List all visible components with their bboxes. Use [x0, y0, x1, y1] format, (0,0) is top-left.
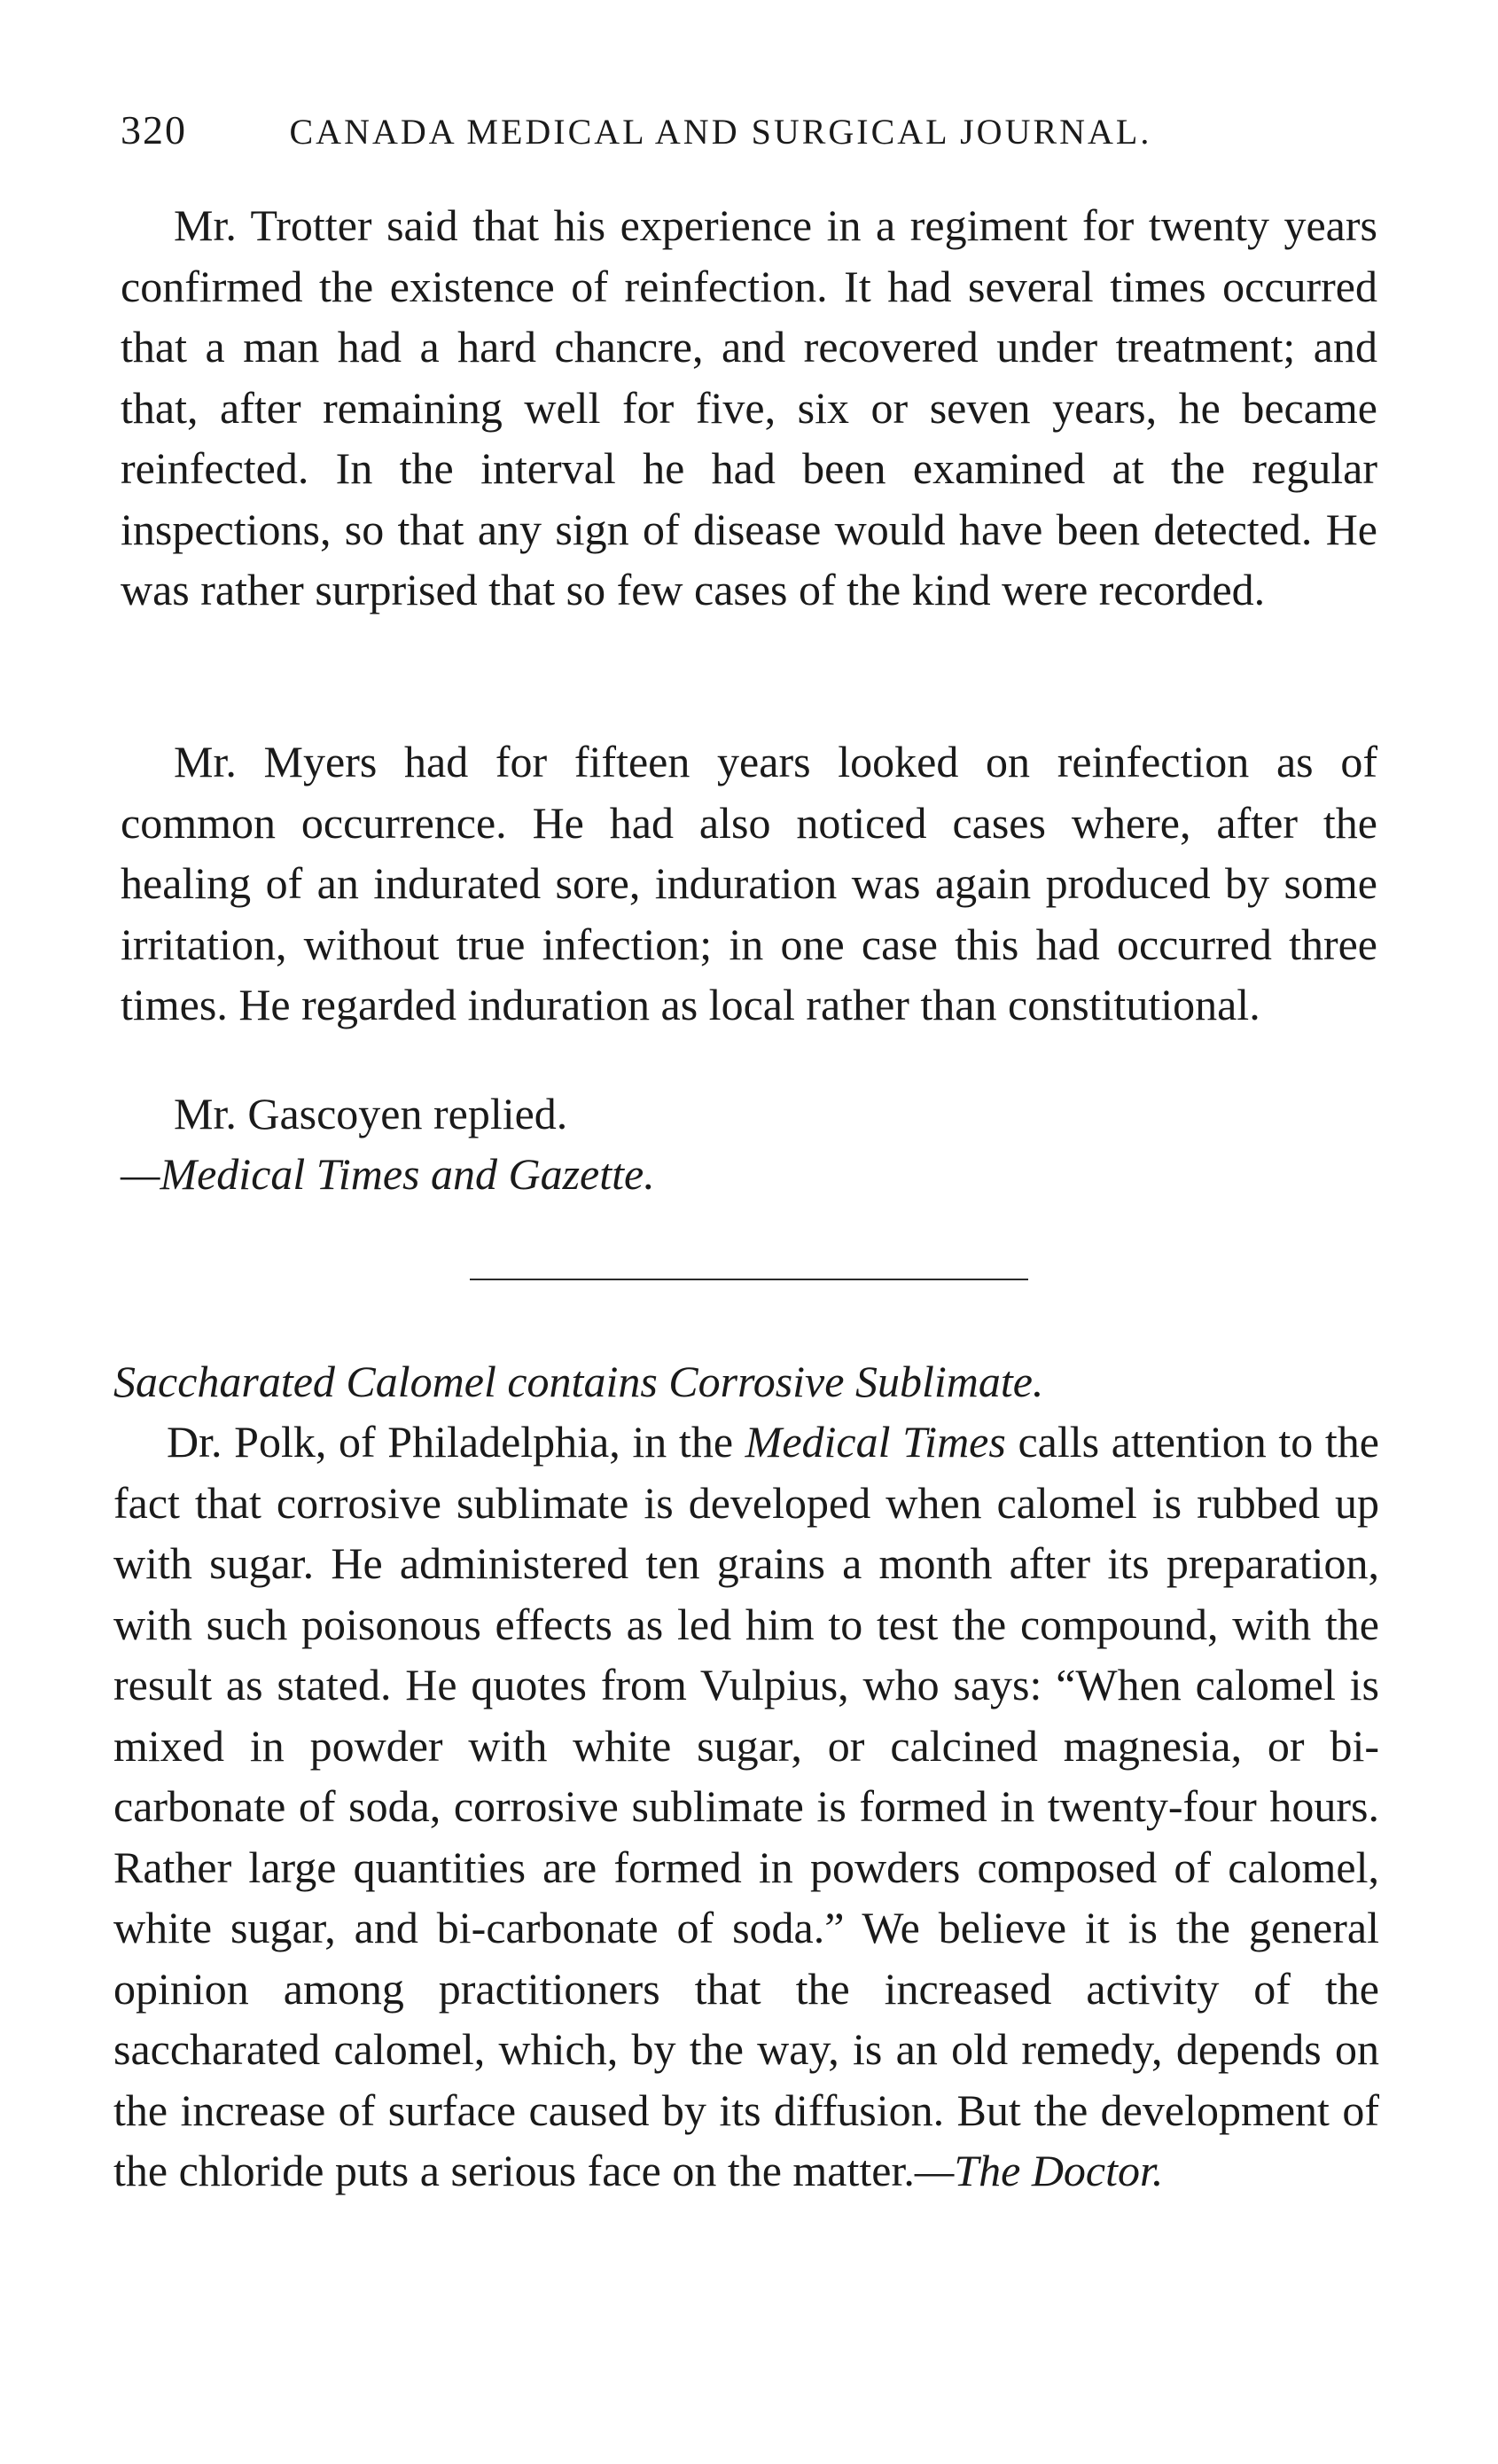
section-title: Saccharated Calomel contains Corrosive Sublimate.	[113, 1357, 1044, 1406]
paragraph-polk-italic: Medical Times	[745, 1417, 1006, 1467]
section-divider	[470, 1279, 1028, 1280]
source-citation-medical-times: —Medical Times and Gazette.	[121, 1149, 655, 1199]
source-citation-the-doctor: —The Doctor.	[914, 2146, 1164, 2195]
running-head	[121, 99, 1379, 161]
paragraph-polk	[113, 1412, 1379, 2202]
paragraph-polk-start: Dr. Polk, of Philadelphia, in the	[167, 1417, 745, 1467]
page-number: 320	[121, 107, 187, 153]
journal-title: CANADA MEDICAL AND SURGICAL JOURNAL.	[289, 112, 1152, 152]
paragraph-gascoyen: Mr. Gascoyen replied.	[174, 1089, 568, 1138]
paragraph-trotter: Mr. Trotter said that his experience in a regiment for twenty years confirmed the existence of reinfection. It had several times occurred that a man had a hard chancre, and recovered under treatment; and that, after remaining well for five, six or seven years, he became reinfected. In the interval he had been examined at the regular inspections, so that any sign of disease would have been detected. He was rather surprised that so few cases of the kind were recorded.	[121, 200, 1377, 614]
paragraph-myers: Mr. Myers had for fifteen years looked on reinfection as of common occurrence. He had also noticed cases where, after the healing of an indurated sore, induration was again produced by some irritation, without true infection; in one case this had occurred three times. He regarded induration as local rather than constitutional.	[121, 737, 1377, 1029]
paragraph-polk-rest: calls attention to the fact that corrosive sublimate is developed when calomel is rubbed up with sugar. He administered ten grains a month after its preparation, with such poisonous effects as led him to test the compound, with the result as stated. He quotes from Vulpius, who says: “When calomel is mixed in powder with white sugar, or calcined magnesia, or bi-carbonate of soda, corrosive sublimate is formed in twenty-four hours. Rather large quantities are formed in powders composed of calomel, white sugar, and bi-carbonate of soda.” We believe it is the general opinion among practitioners that the increased activity of the saccharated calomel, which, by the way, is an old remedy, depends on the increase of surface caused by its diffusion. But the development of the chloride puts a serious face on the matter.	[113, 1417, 1379, 2195]
